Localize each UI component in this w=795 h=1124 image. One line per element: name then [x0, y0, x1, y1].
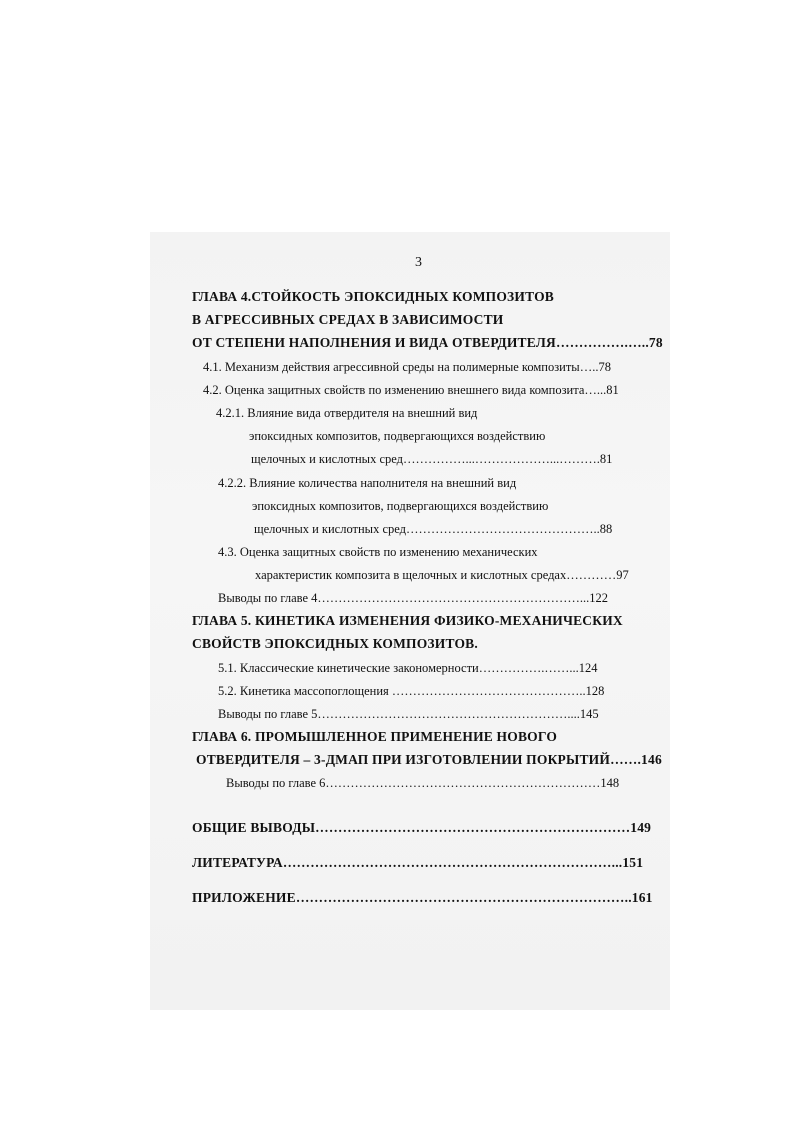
toc-chapter-6-title-line-1: ГЛАВА 6. ПРОМЫШЛЕННОЕ ПРИМЕНЕНИЕ НОВОГО — [192, 729, 558, 744]
toc-appendix: ПРИЛОЖЕНИЕ………………………………………………………………..161 — [192, 890, 653, 905]
toc-conclusions-chapter-5: Выводы по главе 5……………………………………………………....145 — [218, 707, 599, 721]
toc-chapter-5-title-line-2: СВОЙСТВ ЭПОКСИДНЫХ КОМПОЗИТОВ. — [192, 636, 478, 651]
toc-literature: ЛИТЕРАТУРА………………………………………………………………...151 — [192, 855, 644, 870]
toc-section-4-2-1-line-2: эпоксидных композитов, подвергающихся воздействию — [249, 429, 546, 443]
toc-section-4-2-2-line-2: эпоксидных композитов, подвергающихся воздействию — [252, 499, 549, 513]
toc-section-4-2-1-line-1: 4.2.1. Влияние вида отвердителя на внешний вид — [216, 406, 478, 420]
toc-section-4-3-line-2: характеристик композита в щелочных и кислотных средах…………97 — [255, 568, 629, 582]
toc-section-4-2: 4.2. Оценка защитных свойств по изменению внешнего вида композита…...81 — [203, 383, 619, 397]
toc-chapter-4-title-line-3: ОТ СТЕПЕНИ НАПОЛНЕНИЯ И ВИДА ОТВЕРДИТЕЛЯ…………….…..78 — [192, 335, 663, 350]
toc-general-conclusions: ОБЩИЕ ВЫВОДЫ……………………………………………………………149 — [192, 820, 652, 835]
toc-section-4-2-2-line-3: щелочных и кислотных сред………………………………………..88 — [254, 522, 613, 536]
toc-chapter-6-title-line-2: ОТВЕРДИТЕЛЯ – 3-ДМАП ПРИ ИЗГОТОВЛЕНИИ ПОКРЫТИЙ…….146 — [196, 752, 662, 767]
toc-conclusions-chapter-4: Выводы по главе 4………………………………………………………...122 — [218, 591, 609, 605]
toc-section-5-2: 5.2. Кинетика массопоглощения ………………………………………..128 — [218, 684, 605, 698]
page-number: 3 — [415, 255, 422, 270]
toc-chapter-5-title-line-1: ГЛАВА 5. КИНЕТИКА ИЗМЕНЕНИЯ ФИЗИКО-МЕХАНИЧЕСКИХ — [192, 613, 623, 628]
toc-chapter-4-title-line-1: ГЛАВА 4.СТОЙКОСТЬ ЭПОКСИДНЫХ КОМПОЗИТОВ — [192, 289, 554, 304]
toc-section-4-3-line-1: 4.3. Оценка защитных свойств по изменению механических — [218, 545, 538, 559]
toc-section-4-2-2-line-1: 4.2.2. Влияние количества наполнителя на внешний вид — [218, 476, 517, 490]
toc-chapter-4-title-line-2: В АГРЕССИВНЫХ СРЕДАХ В ЗАВИСИМОСТИ — [192, 312, 504, 327]
toc-section-5-1: 5.1. Классические кинетические закономерности…………….……...124 — [218, 661, 598, 675]
toc-section-4-2-1-line-3: щелочных и кислотных сред……………...………………...……….81 — [251, 452, 613, 466]
toc-section-4-1: 4.1. Механизм действия агрессивной среды на полимерные композиты…..78 — [203, 360, 611, 374]
toc-conclusions-chapter-6: Выводы по главе 6…………………………………………………………148 — [226, 776, 620, 790]
